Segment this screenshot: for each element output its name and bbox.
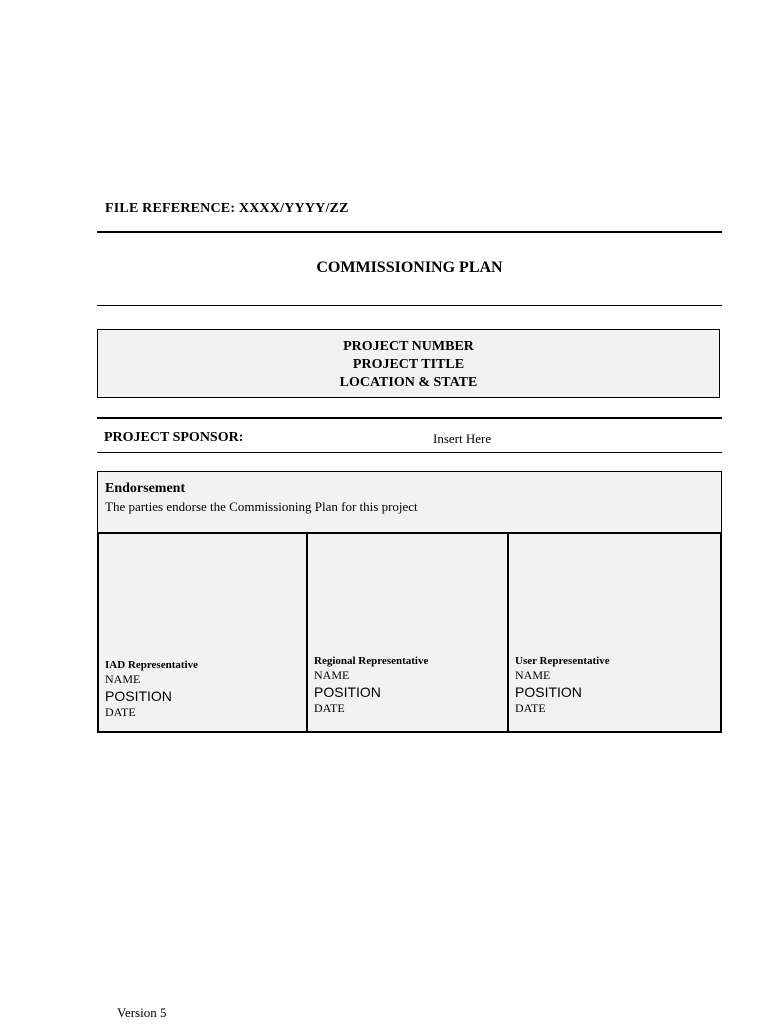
signatory-position: POSITION bbox=[314, 684, 381, 700]
file-reference: FILE REFERENCE: XXXX/YYYY/ZZ bbox=[105, 201, 349, 216]
divider bbox=[97, 305, 722, 306]
signatory-role: User Representative bbox=[515, 655, 610, 667]
signature-block bbox=[314, 654, 428, 716]
document-title: COMMISSIONING PLAN bbox=[316, 259, 503, 276]
signatory-role: Regional Representative bbox=[314, 655, 429, 667]
divider bbox=[97, 231, 722, 233]
version-label: Version 5 bbox=[117, 1005, 167, 1020]
signature-block bbox=[105, 658, 198, 720]
endorsement-header bbox=[98, 472, 721, 534]
signatory-name: NAME bbox=[515, 668, 551, 682]
signatory-position: POSITION bbox=[515, 684, 582, 700]
signature-cell-regional bbox=[308, 534, 509, 731]
signature-block bbox=[515, 654, 610, 716]
signatory-role: IAD Representative bbox=[105, 659, 198, 671]
signatory-date: DATE bbox=[314, 701, 345, 715]
divider bbox=[97, 452, 722, 453]
divider bbox=[97, 417, 722, 419]
endorsement-text: The parties endorse the Commissioning Plan for this project bbox=[105, 499, 418, 514]
project-info-box bbox=[97, 329, 720, 398]
project-location: LOCATION & STATE bbox=[339, 375, 478, 390]
endorsement-title: Endorsement bbox=[105, 481, 186, 496]
project-title: PROJECT TITLE bbox=[352, 357, 465, 372]
signature-cell-user bbox=[509, 534, 721, 731]
sponsor-label: PROJECT SPONSOR: bbox=[104, 430, 244, 445]
project-number: PROJECT NUMBER bbox=[343, 339, 474, 354]
signatory-name: NAME bbox=[105, 672, 141, 686]
signatory-name: NAME bbox=[314, 668, 350, 682]
signature-cell-iad bbox=[98, 534, 308, 731]
signatory-date: DATE bbox=[515, 701, 546, 715]
signatory-date: DATE bbox=[105, 705, 136, 719]
endorsement-table bbox=[97, 471, 722, 733]
signatory-position: POSITION bbox=[105, 688, 172, 704]
sponsor-value: Insert Here bbox=[433, 431, 492, 446]
